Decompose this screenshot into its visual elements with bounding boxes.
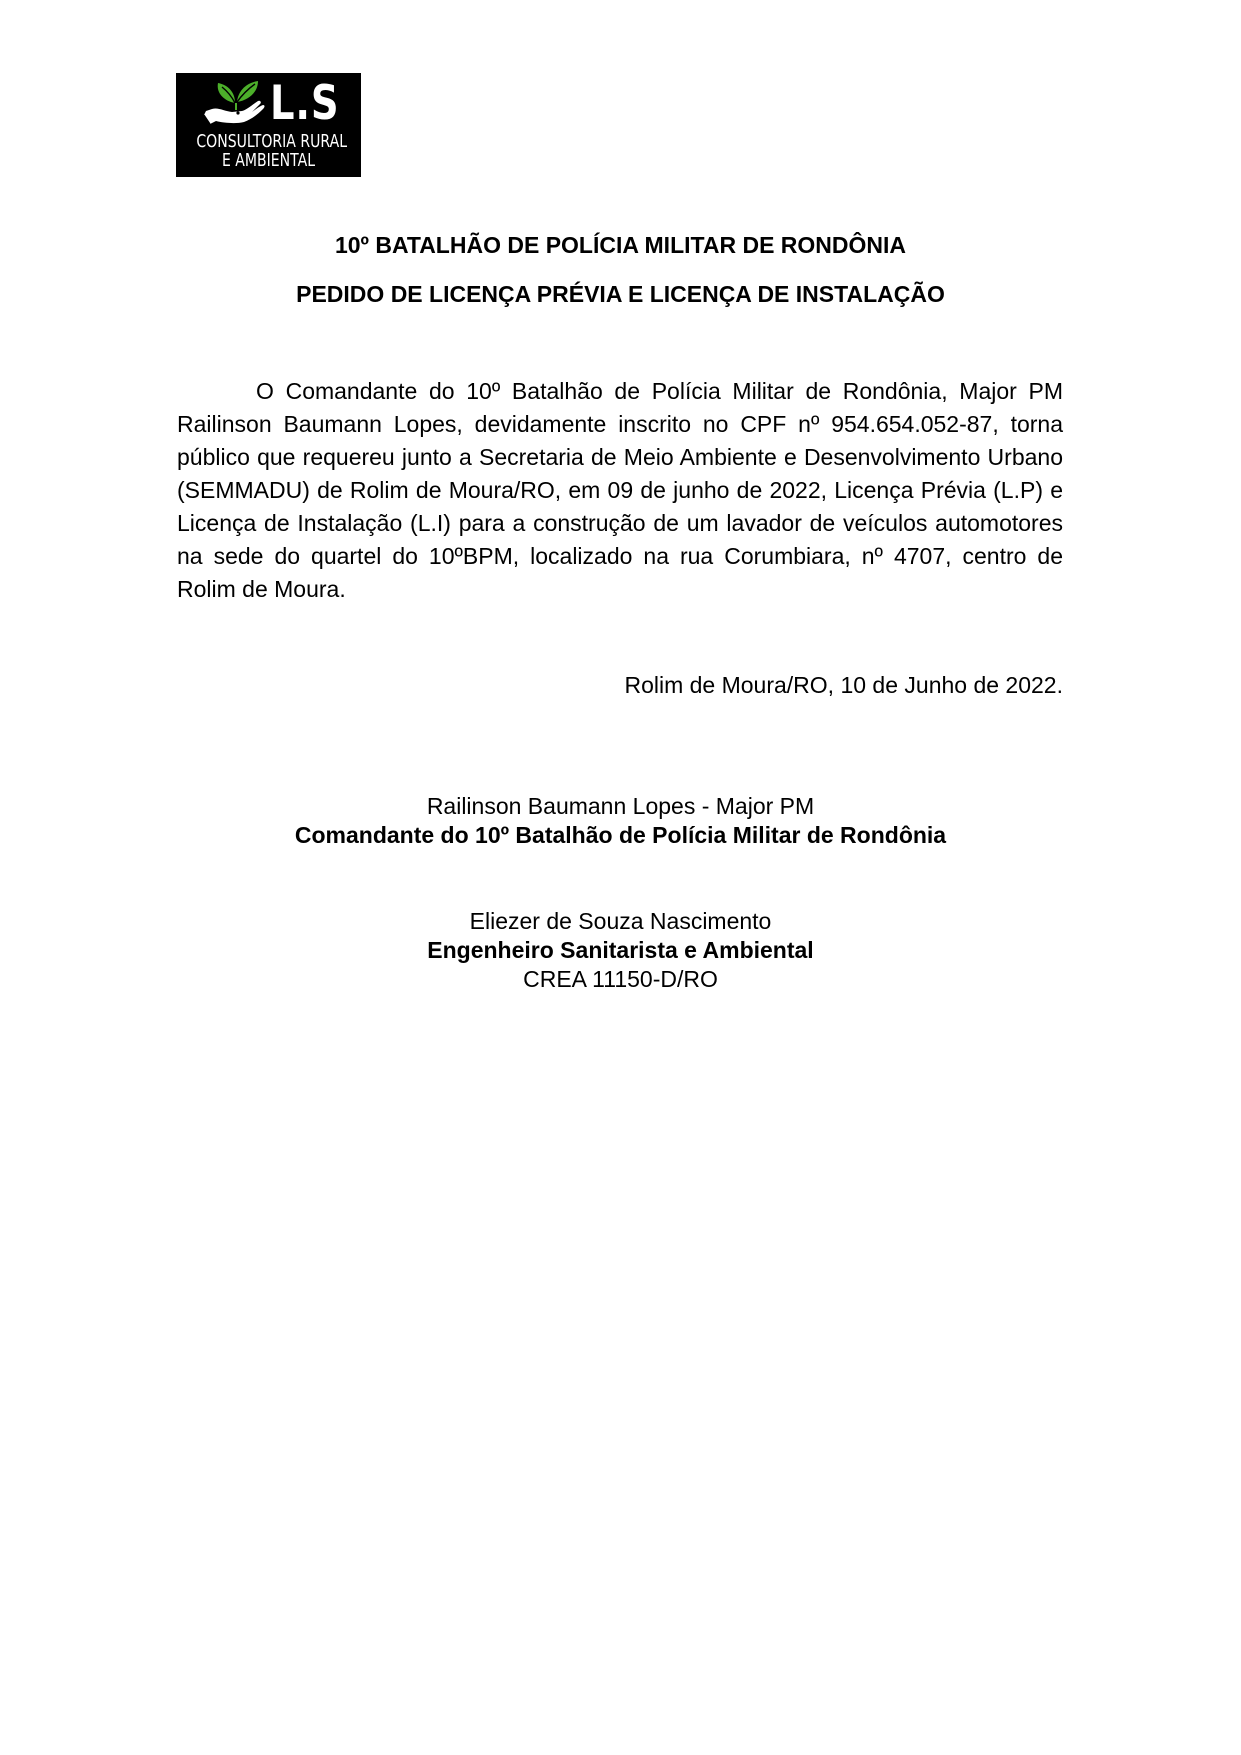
signature-block-commander bbox=[0, 792, 1241, 850]
notice-paragraph: O Comandante do 10º Batalhão de Polícia Militar de Rondônia, Major PM Railinson Baumann Lopes, devidamente inscrito no CPF nº 954.654.052-87, torna público que requereu junto a Secretaria de Meio Ambiente e Desenvolvimento Urbano (SEMMADU) de Rolim de Moura/RO, em 09 de junho de 2022, Licença Prévia (L.P) e Licença de Instalação (L.I) para a construção de um lavador de veículos automotores na sede do quartel do 10ºBPM, localizado na rua Corumbiara, nº 4707, centro de Rolim de Moura. bbox=[177, 378, 1063, 602]
hand-with-sprout-icon bbox=[202, 79, 270, 131]
signatory-role: Engenheiro Sanitarista e Ambiental bbox=[427, 937, 814, 963]
signatory-role: Comandante do 10º Batalhão de Polícia Militar de Rondônia bbox=[294, 822, 947, 848]
signature-block-engineer bbox=[0, 907, 1241, 994]
company-logo bbox=[176, 73, 361, 177]
logo-tagline-line1: CONSULTORIA RURAL bbox=[196, 131, 348, 152]
logo-tagline-line2: E AMBIENTAL bbox=[221, 150, 316, 171]
logo-brand-text: L.S bbox=[270, 76, 340, 131]
signatory-registration: CREA 11150-D/RO bbox=[523, 966, 718, 992]
signatory-name: Railinson Baumann Lopes - Major PM bbox=[426, 793, 815, 819]
document-title: 10º BATALHÃO DE POLÍCIA MILITAR DE RONDÔNIA bbox=[334, 232, 907, 258]
signatory-name: Eliezer de Souza Nascimento bbox=[469, 908, 772, 934]
place-and-date: Rolim de Moura/RO, 10 de Junho de 2022. bbox=[624, 672, 1063, 698]
document-subtitle: PEDIDO DE LICENÇA PRÉVIA E LICENÇA DE INSTALAÇÃO bbox=[296, 281, 945, 307]
